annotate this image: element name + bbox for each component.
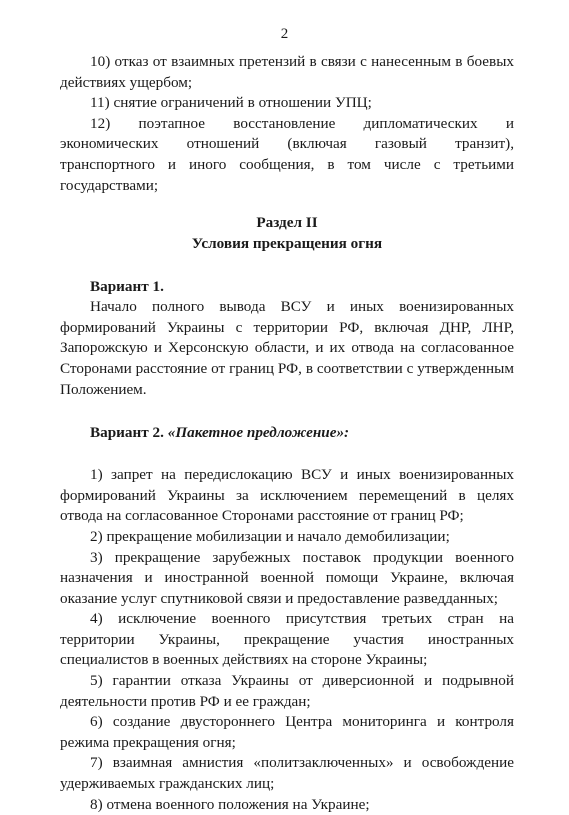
variant-2-item-7: 7) взаимная амнистия «политзаключенных» и освобождение удерживаемых гражданских лиц;: [60, 754, 514, 793]
variant-2-subtitle: «Пакетное предложение»:: [167, 424, 350, 442]
list-item-11: 11) снятие ограничений в отношении УПЦ;: [90, 94, 372, 112]
variant-2-item-3: 3) прекращение зарубежных поставок продукции военного назначения и иностранной военной помощи Украине, включая оказание услуг спутниковой связи и предоставление разведданных;: [60, 548, 514, 607]
section-number: Раздел II: [256, 214, 318, 232]
variant-2-item-8: 8) отмена военного положения на Украине;: [90, 795, 370, 813]
variant-1-text: Начало полного вывода ВСУ и иных военизированных формирований Украины с территории РФ, включая ДНР, ЛНР, Запорожскую и Херсонскую области, и их отвода на согласованное Сторонами расстояние от границ РФ, в соответствии с утвержденным Положением.: [60, 298, 514, 398]
document-body: [60, 52, 514, 815]
variant-2-heading: [60, 422, 514, 443]
list-item-10: 10) отказ от взаимных претензий в связи с нанесенным в боевых действиях ущербом;: [60, 53, 514, 91]
variant-2-label: Вариант 2.: [90, 424, 164, 442]
variant-1-heading: Вариант 1.: [90, 278, 164, 296]
variant-2-item-5: 5) гарантии отказа Украины от диверсионной и подрывной деятельности против РФ и ее граждан;: [60, 672, 514, 710]
page-number: 2: [280, 26, 289, 42]
variant-2-item-1: 1) запрет на передислокацию ВСУ и иных военизированных формирований Украины за исключением перемещений в целях отвода на согласованное Сторонами расстояние от границ РФ;: [60, 466, 514, 525]
variant-2-item-4: 4) исключение военного присутствия третьих стран на территории Украины, прекращение участия иностранных специалистов в военных действиях на стороне Украины;: [60, 610, 514, 669]
variant-2-item-2: 2) прекращение мобилизации и начало демобилизации;: [90, 527, 450, 545]
variant-2-item-6: 6) создание двустороннего Центра мониторинга и контроля режима прекращения огня;: [60, 713, 514, 751]
section-title: Условия прекращения огня: [191, 235, 383, 253]
list-item-12: 12) поэтапное восстановление дипломатических и экономических отношений (включая газовый транзит), транспортного и иного сообщения, в том числе с третьими государствами;: [60, 114, 514, 194]
